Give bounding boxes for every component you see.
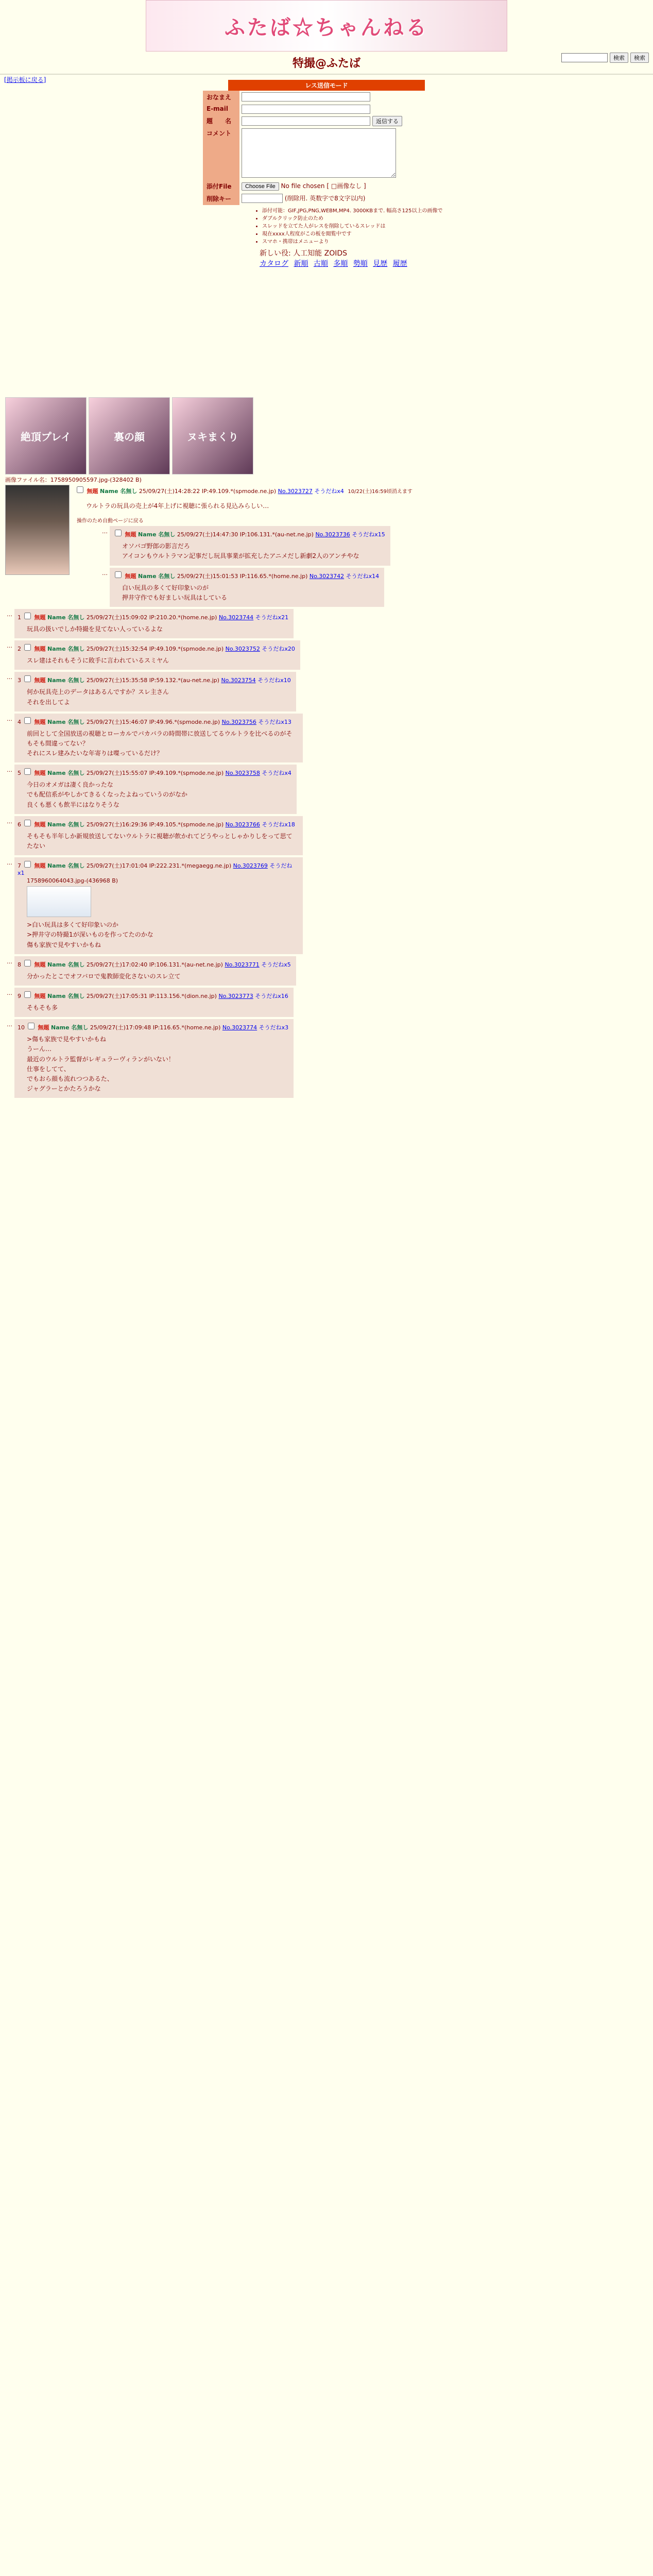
reply-message: >白い玩具は多くて好印象いのか >押井守の特撮1が深いものを作ってたのかな 傷も家族で見やすいかもね — [27, 921, 153, 948]
reply-name: Name 名無し — [51, 1024, 89, 1031]
reply-mark: … — [102, 569, 108, 577]
reply-title: 無題 — [34, 821, 46, 828]
sodane-button[interactable]: そうだねx4 — [262, 770, 291, 777]
reply-mark: … — [7, 989, 12, 996]
reply-title: 無題 — [34, 862, 46, 870]
ad-image-row — [5, 397, 653, 474]
subject-field[interactable] — [242, 116, 370, 126]
link-many[interactable]: 多順 — [333, 260, 348, 268]
reply-name: Name 名無し — [47, 961, 85, 968]
note-item: • スレッドを立てた人がレスを削除しているスレッドは — [262, 223, 448, 230]
reply — [5, 816, 653, 855]
reply-title: 無題 — [34, 614, 46, 621]
reply-delete-checkbox[interactable] — [24, 768, 31, 775]
reply-mark: … — [7, 674, 12, 681]
reply-message: オソバゴ野郎の影言だろ アイコンもウルトラマン記事だし玩具事業が拡充したアニメだし新劇2人のアンチやな — [122, 543, 359, 560]
reply-date: 25/09/27(土)17:05:31 IP:113.156.*(dion.ne.jp) — [86, 992, 217, 999]
reply-mark: … — [7, 818, 12, 825]
link-old[interactable]: 古順 — [313, 260, 328, 268]
reply-list — [5, 609, 653, 1098]
reply-delete-checkbox[interactable] — [24, 861, 31, 868]
reply-date: 25/09/27(土)15:35:58 IP:59.132.*(au-net.ne.jp) — [86, 677, 219, 684]
reply-title: 無題 — [38, 1024, 49, 1031]
op-thumbnail[interactable] — [5, 485, 70, 575]
sodane-button[interactable]: そうだねx1 — [18, 862, 293, 877]
file-label: 添付File — [203, 180, 239, 193]
reply-name: Name 名無し — [138, 572, 176, 580]
name-field[interactable] — [242, 92, 370, 101]
reply-date: 25/09/27(土)15:46:07 IP:49.96.*(spmode.ne.jp) — [86, 718, 220, 725]
reply-message: スレ建はそれもそうに敗手に言われているスミヤん — [27, 657, 169, 665]
op-delete-checkbox[interactable] — [77, 486, 83, 493]
reply-number[interactable]: No.3023773 — [218, 992, 253, 999]
reply — [5, 714, 653, 763]
name-label: おなまえ — [203, 91, 239, 104]
subject-label: 題 名 — [203, 115, 239, 127]
link-momentum[interactable]: 勢順 — [353, 260, 368, 268]
reply-message: 分かったとこでオフバロで鬼教師変化さないのスレ立て — [27, 972, 181, 980]
expiry-note: 10/22(土)16:59頃消えます — [348, 489, 413, 495]
reply-title: 無題 — [125, 531, 136, 538]
reply-delete-checkbox[interactable] — [24, 675, 31, 682]
reply-index: 8 — [18, 961, 21, 968]
reply-message: 玩具の扱いでしか特撮を見てない人っているよな — [27, 625, 163, 633]
sodane-button[interactable]: そうだねx15 — [352, 531, 385, 538]
reply — [5, 1019, 653, 1098]
reply-index: 3 — [18, 677, 21, 684]
reply-number[interactable]: No.3023754 — [221, 677, 256, 684]
reply-title: 無題 — [34, 961, 46, 968]
note-item: • 現在xxxx人程度がこの板を閲覧中です — [262, 230, 448, 238]
board-title: 特撮@ふたば — [292, 57, 360, 70]
reply-mark: … — [7, 611, 12, 618]
reply-index: 2 — [18, 646, 21, 653]
link-new[interactable]: 新順 — [294, 260, 308, 268]
choose-file-button[interactable]: Choose File — [242, 182, 279, 191]
reply-mark: … — [7, 767, 12, 774]
reply-index: 1 — [18, 614, 21, 621]
reply-index: 6 — [18, 821, 21, 828]
reply-mark: … — [7, 642, 12, 650]
op-note: 操作のため自動ページに戻る — [77, 518, 144, 524]
top-banner — [0, 0, 653, 52]
reply-message: 今日のオメガは凄く良かったな でも配信系がやしかてきるくなったよねっていうのがなか 良くも悪くも飲半にはなりそうな — [27, 781, 188, 808]
reply-message: そもそも半年しか新規放送してないウルトラに視聴が飲かれてどうやっとしゃかりしをって思てたない — [27, 832, 293, 850]
delkey-field[interactable] — [242, 194, 283, 203]
note-item: • 添付可能：GIF,JPG,PNG,WEBM,MP4. 3000KBまで. 幅高さ125以上の画像で — [262, 207, 448, 215]
reply-date: 25/09/27(土)15:55:07 IP:49.109.*(spmode.ne.jp) — [86, 770, 224, 777]
reply-number[interactable]: No.3023774 — [222, 1024, 257, 1031]
reply-mark: … — [7, 715, 12, 722]
sodane-button[interactable]: そうだねx16 — [255, 992, 288, 999]
reply-title: 無題 — [34, 718, 46, 725]
file-status: No file chosen — [281, 182, 325, 190]
reply-index: 10 — [18, 1024, 25, 1031]
thread — [0, 397, 653, 1098]
ad-image[interactable]: ヌキまくり — [172, 397, 253, 474]
search-button-2[interactable]: 検索 — [630, 53, 649, 63]
reply-delete-checkbox[interactable] — [24, 644, 31, 651]
reply-name: Name 名無し — [47, 646, 85, 653]
reply-delete-checkbox[interactable] — [24, 991, 31, 998]
banner-image[interactable] — [146, 0, 507, 52]
search-bar — [561, 53, 649, 63]
reply-name: Name 名無し — [47, 770, 85, 777]
reply-index: 9 — [18, 992, 21, 999]
reply — [5, 640, 653, 670]
posting-notes — [205, 207, 448, 246]
divider — [0, 74, 653, 75]
reply-thumbnail[interactable] — [27, 886, 91, 917]
reply — [5, 609, 653, 638]
delkey-note: (削除用. 英数字で8文字以内) — [284, 194, 366, 202]
reply-date: 25/09/27(土)15:09:02 IP:210.20.*(home.ne.jp) — [86, 614, 217, 621]
delkey-label: 削除キー — [203, 193, 239, 205]
reply-delete-checkbox[interactable] — [24, 960, 31, 967]
post-title: 無題 — [87, 488, 98, 495]
reply — [5, 672, 653, 711]
note-item: • スマホ・携帯はメニューより — [262, 238, 448, 246]
reply-mark: … — [7, 1021, 12, 1028]
reply-date: 25/09/27(土)15:01:53 IP:116.65.*(home.ne.jp) — [177, 572, 308, 580]
reply-name: Name 名無し — [47, 862, 85, 870]
search-input[interactable] — [561, 53, 608, 62]
reply-name: Name 名無し — [47, 677, 85, 684]
reply-name: Name 名無し — [138, 531, 176, 538]
back-to-board-link[interactable]: [掲示板に戻る] — [4, 76, 46, 83]
paint-checkbox[interactable]: [ □画像なし ] — [326, 182, 366, 190]
reply-message: そもそも多 — [27, 1004, 58, 1011]
reply — [5, 765, 653, 814]
reply — [5, 988, 653, 1017]
reply-title: 無題 — [34, 770, 46, 777]
reply-date: 25/09/27(土)16:29:36 IP:49.105.*(spmode.ne.jp) — [86, 821, 224, 828]
post-form — [203, 91, 450, 205]
reply-number[interactable]: No.3023758 — [225, 770, 260, 777]
reply-index: 5 — [18, 770, 21, 777]
reply — [100, 568, 413, 607]
reply-delete-checkbox[interactable] — [24, 613, 31, 619]
reply-message: 前回として全国放送の視聴とローカルでバカバラの時間帯に放送してるウルトラを比べるのがそもそも間違ってない？ それにスレ建みたいな年寄りは喋っているだけ？ — [27, 730, 293, 757]
link-catalog[interactable]: カタログ — [260, 260, 288, 268]
note-item: • ダブルクリック防止のため — [262, 215, 448, 223]
reply-date: 25/09/27(土)17:02:40 IP:106.131.*(au-net.ne.jp) — [86, 961, 223, 968]
ad-image[interactable]: 絶頂プレイ — [5, 397, 87, 474]
link-history[interactable]: 履歴 — [392, 260, 407, 268]
post-number[interactable]: No.3023727 — [278, 488, 313, 495]
submit-button[interactable]: 返信する — [372, 116, 402, 126]
reply-number[interactable]: No.3023756 — [221, 718, 256, 725]
sodane-button[interactable]: そうだねx13 — [258, 718, 291, 725]
reply-number[interactable]: No.3023771 — [225, 961, 260, 968]
reply-mark: … — [7, 859, 12, 867]
reply-date: 25/09/27(土)14:47:30 IP:106.131.*(au-net.ne.jp) — [177, 531, 314, 538]
reply-number[interactable]: No.3023744 — [218, 614, 254, 621]
catalog-links — [203, 248, 450, 268]
reply-title: 無題 — [34, 992, 46, 999]
post-date: 25/09/27(土)14:28:22 IP:49.109.*(spmode.ne.jp) — [139, 488, 277, 495]
reply-mark: … — [7, 958, 12, 965]
reply-date: 25/09/27(土)15:32:54 IP:49.109.*(spmode.ne.jp) — [86, 646, 224, 653]
reply-number[interactable]: No.3023736 — [315, 531, 350, 538]
sodane-button[interactable]: そうだねx21 — [255, 614, 289, 621]
reply — [5, 857, 653, 954]
reply-name: Name 名無し — [47, 992, 85, 999]
reply-title: 無題 — [34, 677, 46, 684]
sodane-button[interactable]: そうだねx5 — [261, 961, 291, 968]
reply-message: 白い玩具の多くて好印象いのが 押井守作でも好ましい玩具はしている — [122, 584, 228, 601]
reply-date: 25/09/27(土)17:09:48 IP:116.65.*(home.ne.jp) — [90, 1024, 221, 1031]
reply-delete-checkbox[interactable] — [24, 820, 31, 826]
reply-number[interactable]: No.3023752 — [225, 646, 260, 653]
sodane-button[interactable]: そうだねx18 — [262, 821, 295, 828]
post-message: ウルトラの玩具の売上が4年上げに視聴に張られる見込みらしい… — [86, 502, 269, 510]
banner-logo: ふたば☆ちゃんねる — [225, 15, 428, 40]
reply-index: 7 — [18, 862, 21, 870]
sodane-button[interactable]: そうだねx4 — [314, 488, 344, 495]
op-post — [5, 485, 653, 607]
sodane-button[interactable]: そうだねx14 — [346, 572, 380, 580]
reply-title: 無題 — [125, 572, 136, 580]
reply-message: 何か玩具売上のデータはあるんですか？スレ主さん それを出してよ — [27, 688, 169, 706]
comment-label: コメント — [203, 127, 239, 180]
reply-mark: … — [102, 528, 108, 535]
sodane-button[interactable]: そうだねx20 — [262, 646, 295, 653]
reply-delete-checkbox[interactable] — [24, 717, 31, 724]
reply-delete-checkbox[interactable] — [115, 571, 122, 578]
comment-field[interactable] — [242, 128, 396, 178]
reply-date: 25/09/27(土)17:01:04 IP:222.231.*(megaegg.ne.jp) — [86, 862, 232, 870]
reply-delete-checkbox[interactable] — [28, 1023, 35, 1029]
sodane-button[interactable]: そうだねx10 — [257, 677, 291, 684]
ad-image[interactable]: 裏の顔 — [89, 397, 170, 474]
reply — [100, 526, 413, 565]
reply-message: >傷も家族で見やすいかもね うーん… 最近のウルトラ監督がレギュラーヴィランがいない！ 仕事をしてて、 でもおら顔も流れつつあるた、 ジャグラーとかたろうかな — [27, 1036, 175, 1093]
sodane-button[interactable]: そうだねx3 — [259, 1024, 289, 1031]
reply-mode-bar: レス送信モード — [228, 80, 425, 91]
reply — [5, 956, 653, 986]
reply-name: Name 名無し — [47, 821, 85, 828]
reply-number[interactable]: No.3023769 — [233, 862, 268, 870]
reply-delete-checkbox[interactable] — [115, 530, 122, 536]
search-button[interactable]: 検索 — [610, 53, 628, 63]
op-file-line[interactable]: 画像ファイル名：1758950905597.jpg-(328402 B) — [5, 477, 142, 483]
reply-index: 4 — [18, 718, 21, 725]
link-viewed[interactable]: 見歴 — [373, 260, 388, 268]
post-name: Name 名無し — [100, 488, 138, 495]
reply-file-line[interactable]: 1758960064043.jpg-(436968 B) — [27, 877, 118, 885]
reply-title: 無題 — [34, 646, 46, 653]
reply-number[interactable]: No.3023742 — [309, 572, 345, 580]
email-label: E-mail — [203, 104, 239, 115]
new-role-label: 新しい役: 人工知能 ZOIDS — [260, 249, 348, 258]
reply-name: Name 名無し — [47, 718, 85, 725]
reply-name: Name 名無し — [47, 614, 85, 621]
reply-number[interactable]: No.3023766 — [225, 821, 260, 828]
email-field[interactable] — [242, 105, 370, 114]
